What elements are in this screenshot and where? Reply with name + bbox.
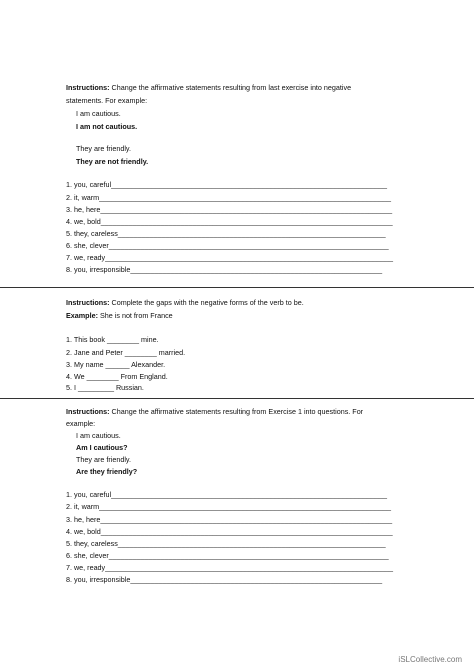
example-sentence: They are friendly. — [76, 455, 131, 464]
section3-instructions-line2: example: — [66, 419, 96, 428]
section2-example — [66, 311, 173, 320]
instructions-label: Instructions: — [66, 83, 110, 92]
example-answer: Are they friendly? — [76, 467, 138, 476]
exercise-item: 4. we, bold_________________________________________________________________________ — [66, 527, 393, 536]
section1-instructions-line2: statements. For example: — [66, 96, 148, 105]
section2-instructions — [66, 298, 304, 307]
site-watermark: iSLCollective.com — [398, 655, 462, 664]
section1-instructions — [66, 83, 351, 92]
gap-item: 3. My name ______ Alexander. — [66, 360, 166, 369]
section3-instructions — [66, 407, 363, 416]
gap-item: 5. I _________ Russian. — [66, 383, 144, 392]
instructions-text: Change the affirmative statements resulting from last exercise into negative — [111, 83, 352, 92]
example-answer: Am I cautious? — [76, 443, 128, 452]
exercise-item: 7. we, ready________________________________________________________________________ — [66, 253, 393, 262]
example-sentence: I am cautious. — [76, 431, 121, 440]
example-label: Example: — [66, 311, 98, 320]
exercise-item: 1. you, careful_____________________________________________________________________ — [66, 490, 387, 499]
exercise-item: 6. she, clever______________________________________________________________________ — [66, 551, 389, 560]
instructions-text: Change the affirmative statements resulting from Exercise 1 into questions. For — [111, 407, 364, 416]
instructions-text: Complete the gaps with the negative forms of the verb to be. — [111, 298, 304, 307]
instructions-label: Instructions: — [66, 298, 110, 307]
exercise-item: 2. it, warm_________________________________________________________________________ — [66, 502, 391, 511]
exercise-item: 5. they, careless___________________________________________________________________ — [66, 229, 386, 238]
exercise-item: 8. you, irresponsible_______________________________________________________________ — [66, 265, 383, 274]
exercise-item: 1. you, careful_____________________________________________________________________ — [66, 180, 387, 189]
example-answer: I am not cautious. — [76, 122, 138, 131]
exercise-item: 5. they, careless___________________________________________________________________ — [66, 539, 386, 548]
exercise-item: 3. he, here_________________________________________________________________________ — [66, 205, 393, 214]
exercise-item: 2. it, warm_________________________________________________________________________ — [66, 193, 391, 202]
exercise-item: 8. you, irresponsible_______________________________________________________________ — [66, 575, 383, 584]
example-text: She is not from France — [99, 311, 173, 320]
example-sentence: I am cautious. — [76, 109, 121, 118]
gap-item: 2. Jane and Peter ________ married. — [66, 348, 186, 357]
section-divider — [0, 398, 474, 399]
exercise-item: 7. we, ready________________________________________________________________________ — [66, 563, 393, 572]
exercise-item: 6. she, clever______________________________________________________________________ — [66, 241, 389, 250]
example-sentence: They are friendly. — [76, 144, 131, 153]
instructions-label: Instructions: — [66, 407, 110, 416]
gap-item: 4. We ________ From England. — [66, 372, 168, 381]
exercise-item: 4. we, bold_________________________________________________________________________ — [66, 217, 393, 226]
exercise-item: 3. he, here_________________________________________________________________________ — [66, 515, 393, 524]
section-divider — [0, 287, 474, 288]
gap-item: 1. This book ________ mine. — [66, 335, 159, 344]
example-answer: They are not friendly. — [76, 157, 149, 166]
